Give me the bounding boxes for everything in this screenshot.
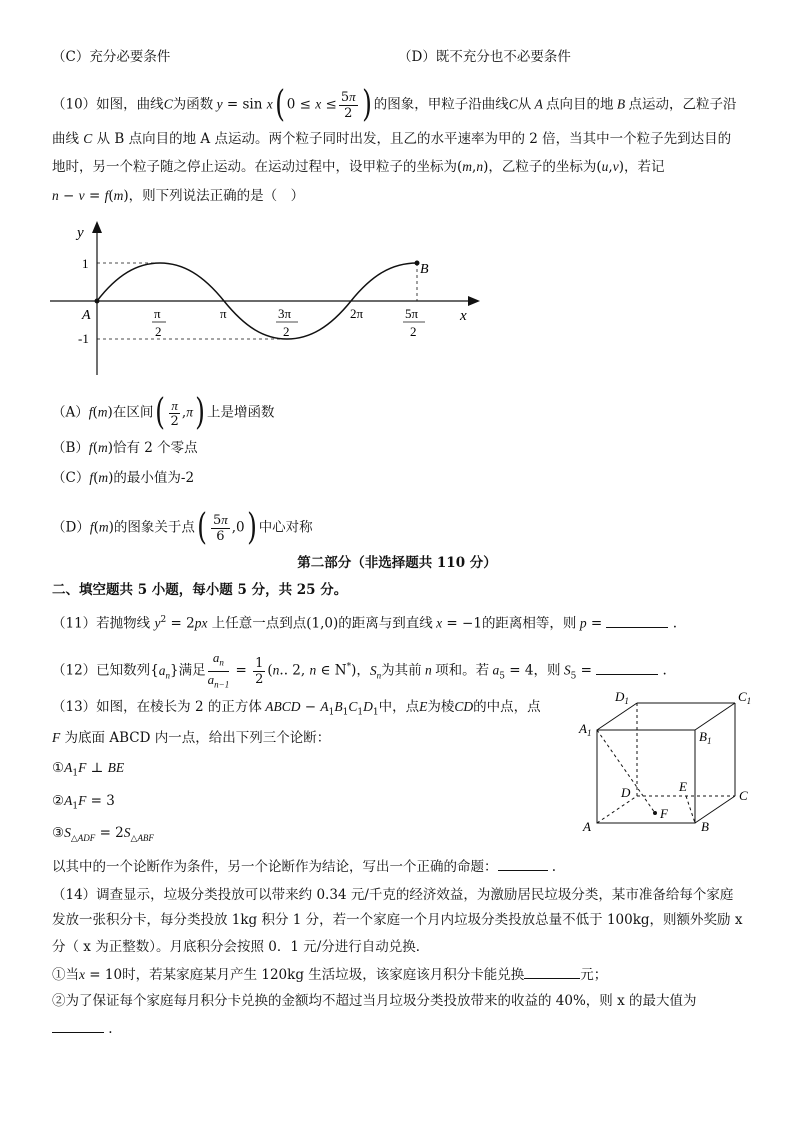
point-a-label: A [82,308,91,323]
point-b-dot [415,261,420,266]
q14-line3: 分（ x 为正整数）。月底积分会按照 0．1 元/分进行自动兑换． [52,939,430,955]
label-e: E [679,779,687,794]
tick-2pi: 2π [350,306,364,321]
q14-line4: ①当x = 10时，若某家庭某月产生 120kg 生活垃圾，该家庭该月积分卡能兑换 元； [52,964,607,985]
q9-option-c: （C）充分必要条件 [52,49,171,65]
q13-claim1: $①A_1F$ ⊥ BE [52,760,125,779]
cube-figure [575,685,760,835]
label-b1: $B_1$ [699,729,712,746]
tick-5pi2-den: 2 [410,324,417,339]
tick-pi2-den: 2 [155,324,162,339]
label-d: D [621,785,631,800]
q10-option-b: （B）f(m)恰有 2 个零点 [52,440,198,456]
q13-claim2: $②A_1F = 3$ [52,793,115,812]
point-a-dot [95,299,100,304]
tick-pi2-num: π [154,306,161,321]
label-c: C [739,788,748,803]
q12: （12）已知数列$\{a_n\}$满足 $\frac{a_n}{a_{n-1}}$ = $\frac{1}{2}$ (n.. 2, n ∈ N*)，$S_n$为其前 n 项和。若 $a_5 = 4$，则 $S_5$ = . [52,650,667,690]
q13-last: 以其中的一个论断作为条件，另一个论断作为结论，写出一个正确的命题： . [52,856,556,877]
q12-answer-blank[interactable] [596,660,658,675]
section2-heading: 二、填空题共 5 小题，每小题 5 分，共 25 分。 [52,582,348,598]
q10-line1: （10）如图，曲线C为函数 y = sin x( 0 ≤ x ≤ $\frac{5\pi}{2}$ ) 的图象，甲粒子沿曲线C从 A 点向目的地 B 点运动，乙粒子沿 [52,84,737,125]
tick-y-neg1: -1 [78,331,89,346]
q14-answer2-blank[interactable] [52,1018,104,1033]
q14-line1: （14）调查显示，垃圾分类投放可以带来约 0.34 元/千克的经济效益，为激励居民垃圾分类，某市准备给每个家庭 [52,887,734,903]
q10-option-a: （A）f(m)在区间( $\frac{\pi}{2}$ ,π) 上是增函数 [52,392,275,433]
q14-answer1-blank[interactable] [524,964,580,979]
q14-line5: ②为了保证每个家庭每月积分卡兑换的金额均不超过当月垃圾分类投放带来的收益的 40%，则 x 的最大值为 [52,993,697,1009]
q13-claim3: $③S_{\triangle ADF} = 2S_{\triangle ABF}$ [52,825,154,844]
q9-option-d: （D）既不充分也不必要条件 [398,49,571,65]
x-axis-arrow-icon [468,296,480,306]
q14-line6: . [52,1018,113,1039]
sine-graph [40,215,490,380]
q10-option-d: （D）f(m)的图象关于点( $\frac{5\pi}{6}$ ,0) 中心对称 [52,507,313,548]
part2-heading: 第二部分（非选择题共 110 分） [297,555,497,571]
q10-line3: 地时，另一个粒子随之停止运动。在运动过程中，设甲粒子的坐标为(m,n)，乙粒子的坐标为(u,v)，若记 [52,159,665,175]
label-a: A [583,819,591,834]
label-c1: $C_1$ [738,689,752,706]
label-f: F [660,806,668,821]
q11-answer-blank[interactable] [606,613,668,628]
x-axis-label: x [460,308,467,324]
q10-option-c: （C）f(m)的最小值为-2 [52,470,195,486]
label-b: B [701,819,709,834]
q11: （11）若抛物线 $y^2 = 2px$ 上任意一点到点(1,0)的距离与到直线 x = −1的距离相等，则 p = . [52,610,677,634]
q13-line1: （13）如图，在棱长为 2 的正方体 ABCD − $A_1B_1C_1D_1$中，点E为棱CD的中点，点 [52,699,541,718]
point-b-label: B [420,262,429,277]
tick-y-1: 1 [82,256,89,271]
q13-answer-blank[interactable] [498,856,548,871]
q14-line2: 发放一张积分卡，每分类投放 1kg 积分 1 分，若一个家庭一个月内垃圾分类投放总量不低于 100kg，则额外奖励 x [52,912,743,928]
point-f-dot [653,811,657,815]
tick-3pi2-num: 3π [278,306,292,321]
tick-pi: π [220,306,227,321]
label-a1: $A_1$ [579,721,592,738]
tick-3pi2-den: 2 [283,324,290,339]
tick-5pi2-num: 5π [405,306,419,321]
label-d1: $D_1$ [615,689,629,706]
q13-line2: F 为底面 ABCD 内一点，给出下列三个论断： [52,730,331,746]
y-axis-arrow-icon [92,221,102,233]
q10-line2: 曲线 C 从 B 点向目的地 A 点运动。两个粒子同时出发，且乙的水平速率为甲的 2 倍，当其中一个粒子先到达目的 [52,131,732,147]
y-axis-label: y [77,225,84,241]
q10-line4: n − v = f(m)，则下列说法正确的是（ ） [52,188,305,204]
